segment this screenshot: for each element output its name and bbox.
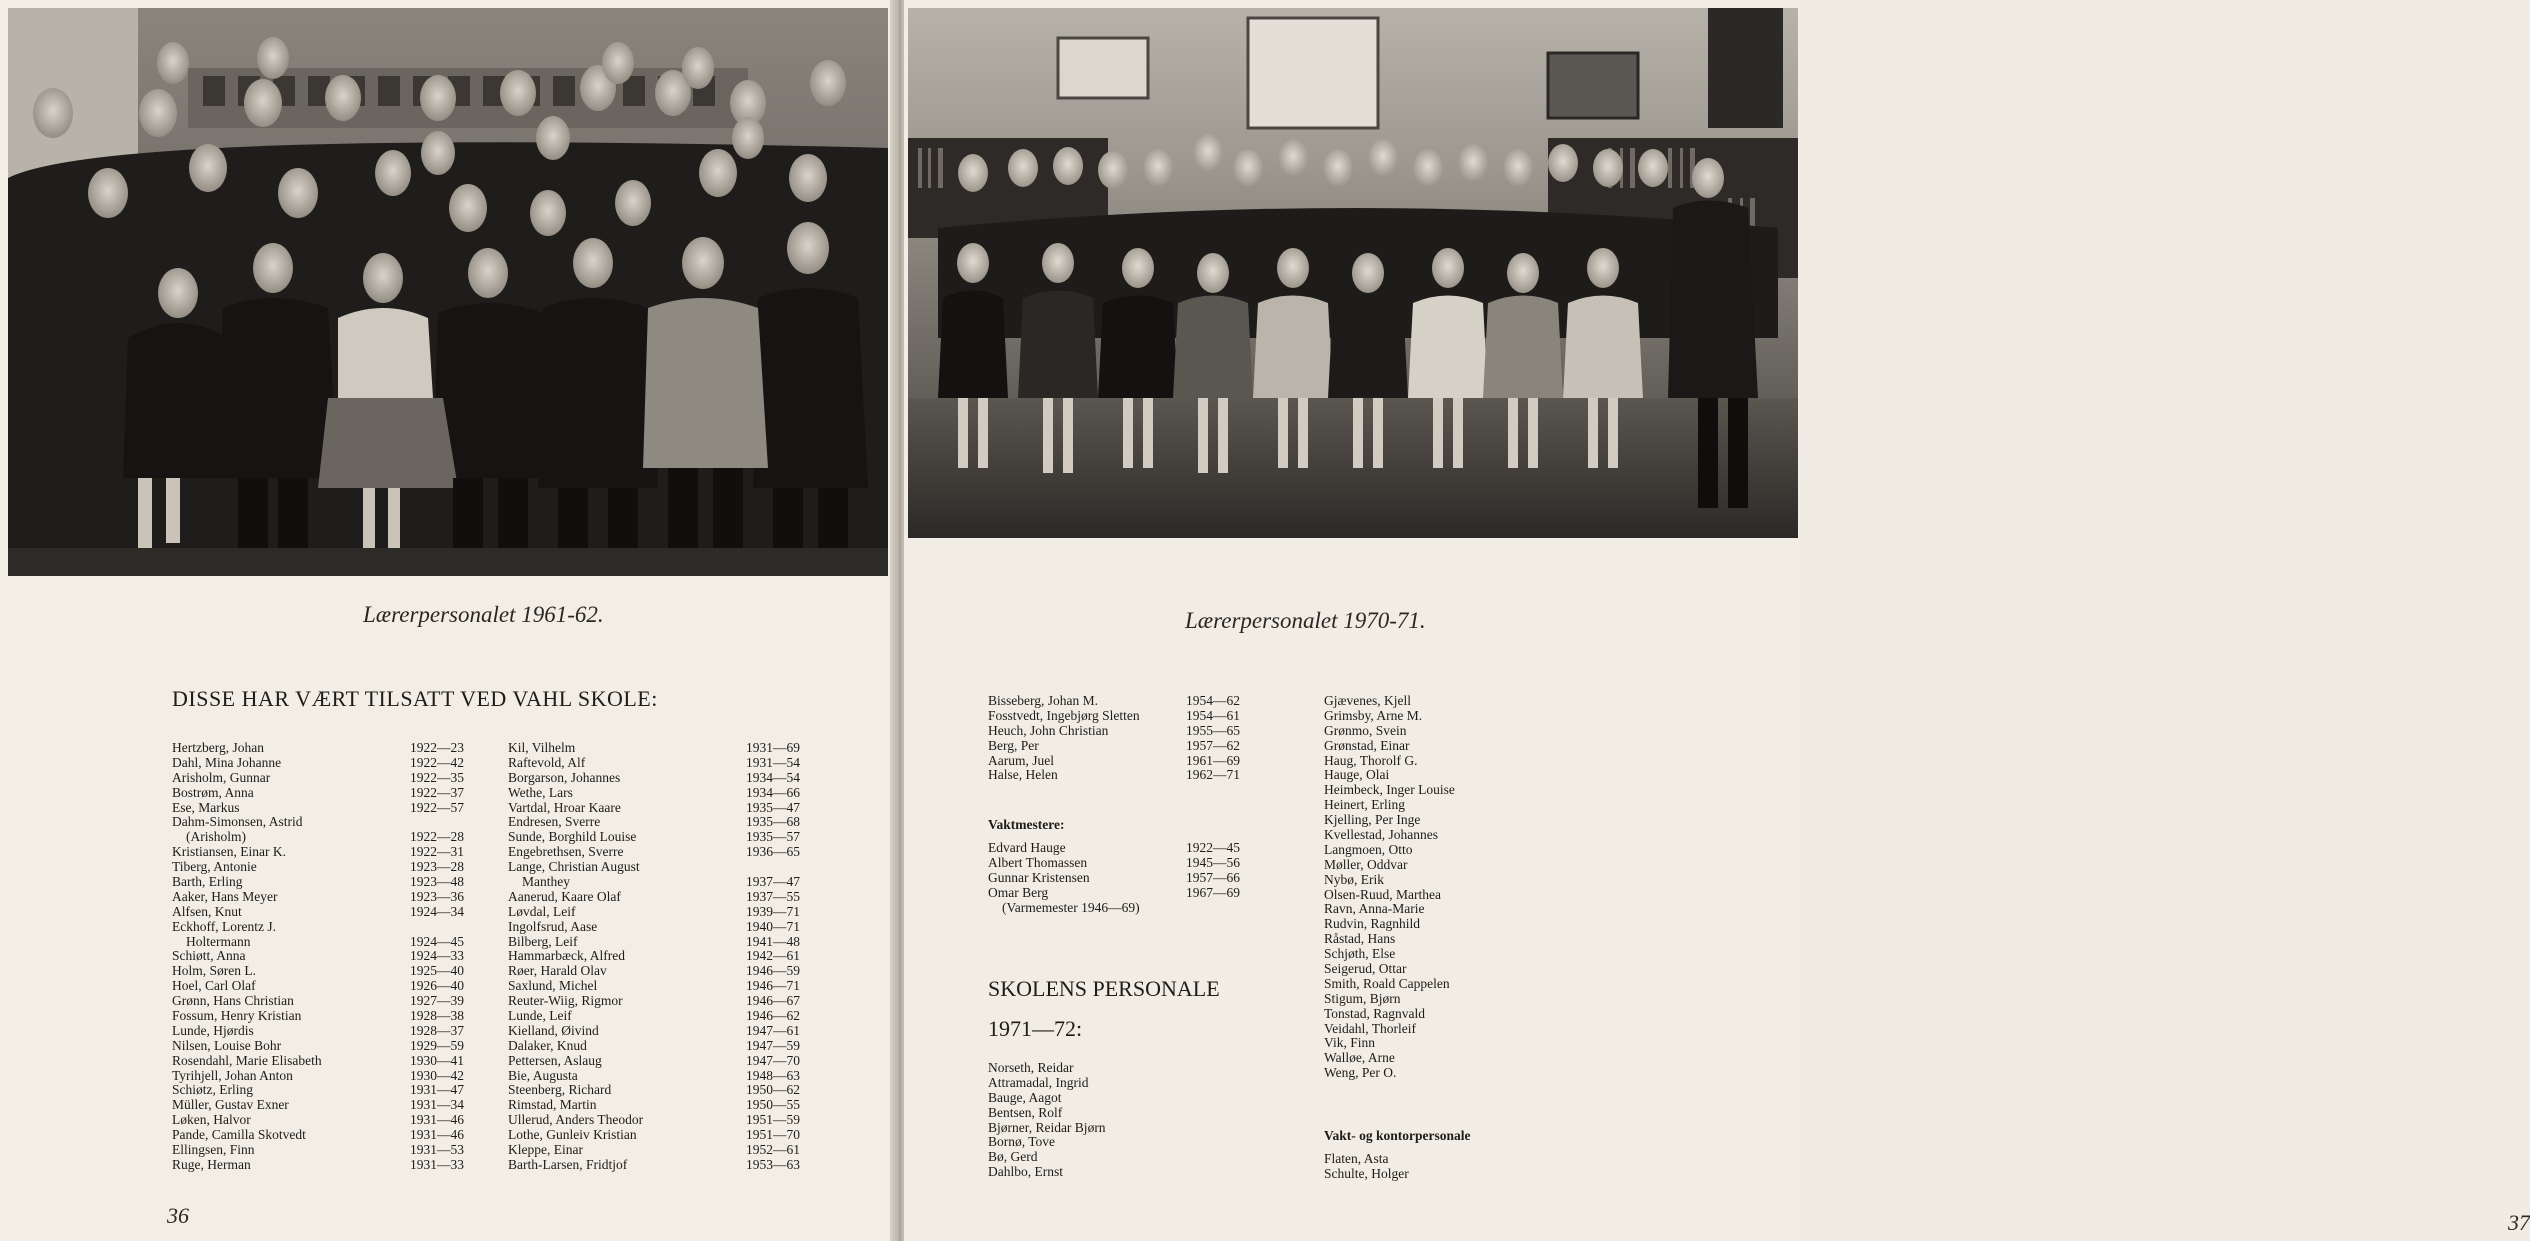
staff-name: Kleppe, Einar [508,1142,583,1158]
staff-name: Dahm-Simonsen, Astrid [172,814,303,830]
personnel-name: Ravn, Anna-Marie [1324,901,1425,917]
staff-years: 1947—59 [746,1037,800,1053]
personnel-name: Walløe, Arne [1324,1050,1395,1066]
photo-caption-1970: Lærerpersonalet 1970-71. [1185,608,1426,633]
staff-name: Holtermann [186,933,251,949]
staff-entry [172,771,472,786]
personnel-entry [1324,977,1584,992]
staff-name: Dalaker, Knud [508,1037,587,1053]
staff-years: 1922—42 [410,754,464,770]
personnel-name: Tonstad, Ragnvald [1324,1005,1426,1021]
staff-entry [508,994,828,1009]
staff-entry [172,1158,472,1173]
staff-years: 1939—71 [746,903,800,919]
staff-entry [508,786,828,801]
staff-name: Halse, Helen [988,767,1058,783]
staff-years: 1924—34 [410,903,464,919]
staff-entry [508,741,828,756]
staff-years: 1931—69 [746,740,800,755]
staff-name: Bilberg, Leif [508,933,578,949]
personnel-entry [988,1091,1248,1106]
staff-name: Hoel, Carl Olaf [172,978,256,994]
staff-entry [172,860,472,875]
staff-years: 1928—38 [410,1008,464,1024]
personnel-entry [988,1165,1248,1180]
staff-entry [508,979,828,994]
staff-years: 1951—59 [746,1112,800,1128]
personnel-entry [1324,1167,1584,1182]
personnel-entry [988,1150,1248,1165]
staff-name: Endresen, Sverre [508,814,601,830]
personnel-name: Kjelling, Per Inge [1324,812,1421,828]
personnel-entry [1324,694,1584,709]
staff-name: Hammarbæck, Alfred [508,948,625,964]
staff-years: 1946—71 [746,978,800,994]
staff-entry [508,1128,828,1143]
staff-name: Pande, Camilla Skotvedt [172,1127,306,1143]
staff-name: Ellingsen, Finn [172,1142,255,1158]
personnel-name: Grønmo, Svein [1324,722,1407,738]
staff-name: Kil, Vilhelm [508,740,576,755]
staff-years: 1940—71 [746,918,800,934]
personnel-entry [1324,962,1584,977]
staff-name: Aaker, Hans Meyer [172,888,278,904]
staff-entry [508,815,828,830]
staff-name: Ese, Markus [172,799,240,815]
staff-entry [508,1083,828,1098]
personnel-entry [1324,947,1584,962]
staff-entry [172,830,472,845]
staff-entry [172,920,472,935]
staff-name: Ingolfsrud, Aase [508,918,598,934]
staff-name: Rosendahl, Marie Elisabeth [172,1052,322,1068]
staff-name: Bostrøm, Anna [172,784,254,800]
personnel-name: Kvellestad, Johannes [1324,827,1438,843]
personnel-name: Langmoen, Otto [1324,841,1413,857]
personnel-entry [1324,813,1584,828]
staff-name: Schiøtt, Anna [172,948,246,964]
staff-years: 1922—31 [410,844,464,860]
staff-entry [508,935,828,950]
staff-years: 1922—57 [410,799,464,815]
staff-photo-1961 [8,8,888,576]
personnel-name: Grimsby, Arne M. [1324,707,1423,723]
staff-entry [988,841,1248,856]
staff-years: 1922—45 [1186,840,1240,855]
staff-entry [172,1113,472,1128]
staff-entry [988,694,1248,709]
staff-list-column-2 [508,741,828,1173]
personnel-entry [1324,932,1584,947]
staff-years: 1951—70 [746,1127,800,1143]
staff-name: Pettersen, Aslaug [508,1052,602,1068]
staff-years: 1924—45 [410,933,464,949]
staff-name: Ullerud, Anders Theodor [508,1112,644,1128]
personnel-entry [1324,724,1584,739]
staff-years: 1945—56 [1186,854,1240,870]
staff-years: 1942—61 [746,948,800,964]
staff-years: 1930—41 [410,1052,464,1068]
staff-name: Fossum, Henry Kristian [172,1008,302,1024]
staff-entry [508,920,828,935]
staff-years: 1952—61 [746,1142,800,1158]
staff-name: Borgarson, Johannes [508,769,621,785]
staff-name: Kielland, Øivind [508,1022,599,1038]
staff-entry [508,830,828,845]
staff-years: 1936—65 [746,844,800,860]
personale-list-2 [1324,694,1584,1081]
staff-name: Aanerud, Kaare Olaf [508,888,621,904]
page-right [904,0,2530,1241]
staff-entry [508,1039,828,1054]
staff-name: Alfsen, Knut [172,903,242,919]
staff-entry [508,949,828,964]
vaktmestere-heading: Vaktmestere: [988,817,1065,832]
staff-entry [172,1083,472,1098]
staff-years: 1946—59 [746,963,800,979]
staff-years: 1962—71 [1186,767,1240,783]
staff-entry [508,845,828,860]
staff-entry [172,1039,472,1054]
staff-entry [508,1069,828,1084]
staff-name: (Arisholm) [186,829,246,845]
staff-name: (Varmemester 1946—69) [1002,899,1140,915]
vaktmestere-list [988,841,1248,915]
staff-name: Raftevold, Alf [508,754,586,770]
personnel-name: Stigum, Bjørn [1324,990,1401,1006]
personnel-name: Bentsen, Rolf [988,1104,1063,1120]
staff-name: Eckhoff, Lorentz J. [172,918,276,934]
staff-name: Holm, Søren L. [172,963,256,979]
personnel-name: Bjørner, Reidar Bjørn [988,1119,1106,1135]
staff-name: Barth, Erling [172,874,243,890]
staff-years: 1931—46 [410,1127,464,1143]
staff-entry [508,1113,828,1128]
staff-entry [172,741,472,756]
staff-years: 1931—34 [410,1097,464,1113]
personnel-name: Grønstad, Einar [1324,737,1410,753]
personnel-entry [988,1121,1248,1136]
staff-name: Røer, Harald Olav [508,963,607,979]
staff-years: 1931—46 [410,1112,464,1128]
staff-years: 1948—63 [746,1067,800,1083]
staff-entry [988,754,1248,769]
staff-name: Dahl, Mina Johanne [172,754,282,770]
personnel-name: Heimbeck, Inger Louise [1324,782,1455,798]
personnel-entry [1324,917,1584,932]
personnel-name: Heinert, Erling [1324,797,1405,813]
staff-years: 1922—28 [410,829,464,845]
staff-entry [988,709,1248,724]
staff-years: 1935—57 [746,829,800,845]
personnel-entry [988,1135,1248,1150]
staff-entry [172,964,472,979]
staff-list-column-3 [988,694,1248,783]
staff-entry [172,979,472,994]
personnel-entry [1324,888,1584,903]
staff-years: 1946—62 [746,1008,800,1024]
staff-entry [172,1098,472,1113]
personnel-name: Schulte, Holger [1324,1165,1409,1181]
kontor-list [1324,1152,1584,1182]
staff-name: Omar Berg [988,884,1049,900]
staff-entry [172,935,472,950]
staff-years: 1934—66 [746,784,800,800]
personale-list-1 [988,1061,1248,1180]
personnel-name: Gjævenes, Kjell [1324,693,1411,708]
staff-years: 1947—70 [746,1052,800,1068]
personnel-entry [1324,1007,1584,1022]
personnel-name: Hauge, Olai [1324,767,1390,783]
staff-entry [172,949,472,964]
staff-photo-1970-image [908,8,1798,538]
staff-entry [508,1158,828,1173]
staff-name: Gunnar Kristensen [988,869,1090,885]
personnel-entry [1324,902,1584,917]
staff-years: 1923—48 [410,874,464,890]
staff-name: Wethe, Lars [508,784,573,800]
personnel-name: Nybø, Erik [1324,871,1384,887]
personnel-name: Olsen-Ruud, Marthea [1324,886,1441,902]
photo-caption-1961: Lærerpersonalet 1961-62. [363,602,604,627]
personnel-entry [1324,843,1584,858]
staff-name: Vartdal, Hroar Kaare [508,799,621,815]
staff-years: 1954—62 [1186,693,1240,708]
staff-name: Heuch, John Christian [988,722,1109,738]
staff-name: Bie, Augusta [508,1067,578,1083]
personnel-entry [1324,1036,1584,1051]
staff-name: Arisholm, Gunnar [172,769,271,785]
staff-entry [508,905,828,920]
staff-entry [172,801,472,816]
staff-years: 1922—37 [410,784,464,800]
staff-name: Steenberg, Richard [508,1082,612,1098]
staff-name: Nilsen, Louise Bohr [172,1037,282,1053]
staff-years: 1935—47 [746,799,800,815]
personnel-name: Veidahl, Thorleif [1324,1020,1416,1036]
staff-years: 1926—40 [410,978,464,994]
staff-entry [172,994,472,1009]
personnel-name: Attramadal, Ingrid [988,1074,1089,1090]
staff-list-heading: DISSE HAR VÆRT TILSATT VED VAHL SKOLE: [172,686,658,711]
staff-entry [172,1054,472,1069]
staff-entry [172,1009,472,1024]
staff-years: 1957—62 [1186,737,1240,753]
staff-years: 1922—35 [410,769,464,785]
staff-years: 1950—62 [746,1082,800,1098]
personnel-entry [1324,1051,1584,1066]
page-left [0,0,896,1241]
staff-name: Fosstvedt, Ingebjørg Sletten [988,707,1140,723]
staff-entry [172,890,472,905]
staff-entry [508,1143,828,1158]
personnel-entry [1324,858,1584,873]
staff-name: Tiberg, Antonie [172,859,257,875]
staff-name: Sunde, Borghild Louise [508,829,637,845]
staff-name: Lothe, Gunleiv Kristian [508,1127,637,1143]
staff-years: 1935—68 [746,814,800,830]
staff-years: 1928—37 [410,1022,464,1038]
staff-years: 1931—47 [410,1082,464,1098]
personnel-entry [1324,1152,1584,1167]
personnel-entry [988,1076,1248,1091]
personnel-entry [1324,783,1584,798]
personnel-name: Smith, Roald Cappelen [1324,975,1450,991]
staff-name: Reuter-Wiig, Rigmor [508,993,623,1009]
staff-years: 1922—23 [410,740,464,755]
personnel-entry [1324,709,1584,724]
staff-years: 1950—55 [746,1097,800,1113]
staff-name: Løken, Halvor [172,1112,251,1128]
personnel-name: Norseth, Reidar [988,1060,1074,1075]
personnel-name: Haug, Thorolf G. [1324,752,1418,768]
staff-name: Aarum, Juel [988,752,1054,768]
page-number-right: 37 [2508,1210,2530,1235]
personnel-entry [1324,873,1584,888]
staff-years: 1961—69 [1186,752,1240,768]
staff-photo-1961-image [8,8,888,576]
kontor-heading: Vakt- og kontorpersonale [1324,1128,1471,1143]
personnel-entry [1324,768,1584,783]
staff-name: Kristiansen, Einar K. [172,844,286,860]
staff-entry [172,1024,472,1039]
staff-entry [508,890,828,905]
personnel-entry [1324,992,1584,1007]
staff-name: Hertzberg, Johan [172,740,264,755]
staff-years: 1957—66 [1186,869,1240,885]
staff-years: 1934—54 [746,769,800,785]
staff-name: Løvdal, Leif [508,903,576,919]
staff-years: 1954—61 [1186,707,1240,723]
personale-heading: SKOLENS PERSONALE [988,976,1220,1001]
staff-entry [508,1098,828,1113]
staff-entry [172,1143,472,1158]
staff-name: Berg, Per [988,737,1039,753]
staff-name: Ruge, Herman [172,1156,251,1172]
staff-entry [508,801,828,816]
staff-years: 1941—48 [746,933,800,949]
staff-name: Manthey [522,874,570,890]
personnel-entry [1324,828,1584,843]
staff-entry [172,756,472,771]
staff-name: Engebrethsen, Sverre [508,844,624,860]
staff-name: Müller, Gustav Exner [172,1097,289,1113]
staff-photo-1970 [908,8,1798,538]
staff-entry [988,724,1248,739]
staff-years: 1931—53 [410,1142,464,1158]
personnel-name: Vik, Finn [1324,1035,1375,1051]
staff-years: 1953—63 [746,1156,800,1172]
personnel-name: Flaten, Asta [1324,1151,1389,1166]
personnel-name: Råstad, Hans [1324,931,1396,947]
staff-entry [172,845,472,860]
staff-entry [988,856,1248,871]
staff-years: 1927—39 [410,993,464,1009]
staff-entry [508,860,828,875]
staff-entry [172,905,472,920]
staff-years: 1937—55 [746,888,800,904]
staff-years: 1937—47 [746,874,800,890]
staff-years: 1923—28 [410,859,464,875]
staff-entry [508,756,828,771]
staff-list-column-1 [172,741,472,1173]
staff-years: 1931—33 [410,1156,464,1172]
staff-name: Edvard Hauge [988,840,1066,855]
staff-entry [988,901,1248,916]
personnel-name: Bauge, Aagot [988,1089,1062,1105]
staff-entry [172,1069,472,1084]
staff-name: Tyrihjell, Johan Anton [172,1067,293,1083]
personnel-name: Rudvin, Ragnhild [1324,916,1421,932]
staff-years: 1947—61 [746,1022,800,1038]
personale-year: 1971—72: [988,1016,1083,1041]
personnel-name: Schjøth, Else [1324,946,1396,962]
staff-name: Grønn, Hans Christian [172,993,294,1009]
staff-entry [988,871,1248,886]
staff-years: 1955—65 [1186,722,1240,738]
staff-years: 1925—40 [410,963,464,979]
staff-entry [172,815,472,830]
staff-entry [508,1054,828,1069]
staff-entry [508,1024,828,1039]
staff-entry [508,875,828,890]
personnel-name: Dahlbo, Ernst [988,1164,1063,1180]
staff-name: Schiøtz, Erling [172,1082,253,1098]
personnel-name: Bø, Gerd [988,1149,1038,1165]
staff-name: Bisseberg, Johan M. [988,693,1098,708]
personnel-name: Weng, Per O. [1324,1065,1397,1081]
personnel-entry [1324,1022,1584,1037]
staff-years: 1967—69 [1186,884,1240,900]
personnel-entry [1324,739,1584,754]
staff-years: 1929—59 [410,1037,464,1053]
staff-name: Rimstad, Martin [508,1097,597,1113]
personnel-entry [1324,754,1584,769]
staff-years: 1930—42 [410,1067,464,1083]
staff-entry [988,739,1248,754]
staff-entry [172,1128,472,1143]
page-number-left: 36 [167,1203,189,1228]
personnel-entry [1324,798,1584,813]
staff-years: 1924—33 [410,948,464,964]
staff-entry [172,786,472,801]
personnel-name: Seigerud, Ottar [1324,961,1407,977]
staff-name: Saxlund, Michel [508,978,598,994]
personnel-entry [988,1106,1248,1121]
personnel-entry [1324,1066,1584,1081]
staff-name: Barth-Larsen, Fridtjof [508,1156,628,1172]
staff-entry [988,768,1248,783]
staff-years: 1923—36 [410,888,464,904]
staff-entry [508,964,828,979]
staff-name: Lunde, Hjørdis [172,1022,254,1038]
staff-name: Lange, Christian August [508,859,640,875]
personnel-name: Bornø, Tove [988,1134,1056,1150]
staff-entry [508,1009,828,1024]
staff-years: 1931—54 [746,754,800,770]
staff-entry [988,886,1248,901]
staff-name: Albert Thomassen [988,854,1088,870]
staff-years: 1946—67 [746,993,800,1009]
personnel-entry [988,1061,1248,1076]
staff-entry [172,875,472,890]
personnel-name: Møller, Oddvar [1324,856,1408,872]
staff-entry [508,771,828,786]
staff-name: Lunde, Leif [508,1008,572,1024]
